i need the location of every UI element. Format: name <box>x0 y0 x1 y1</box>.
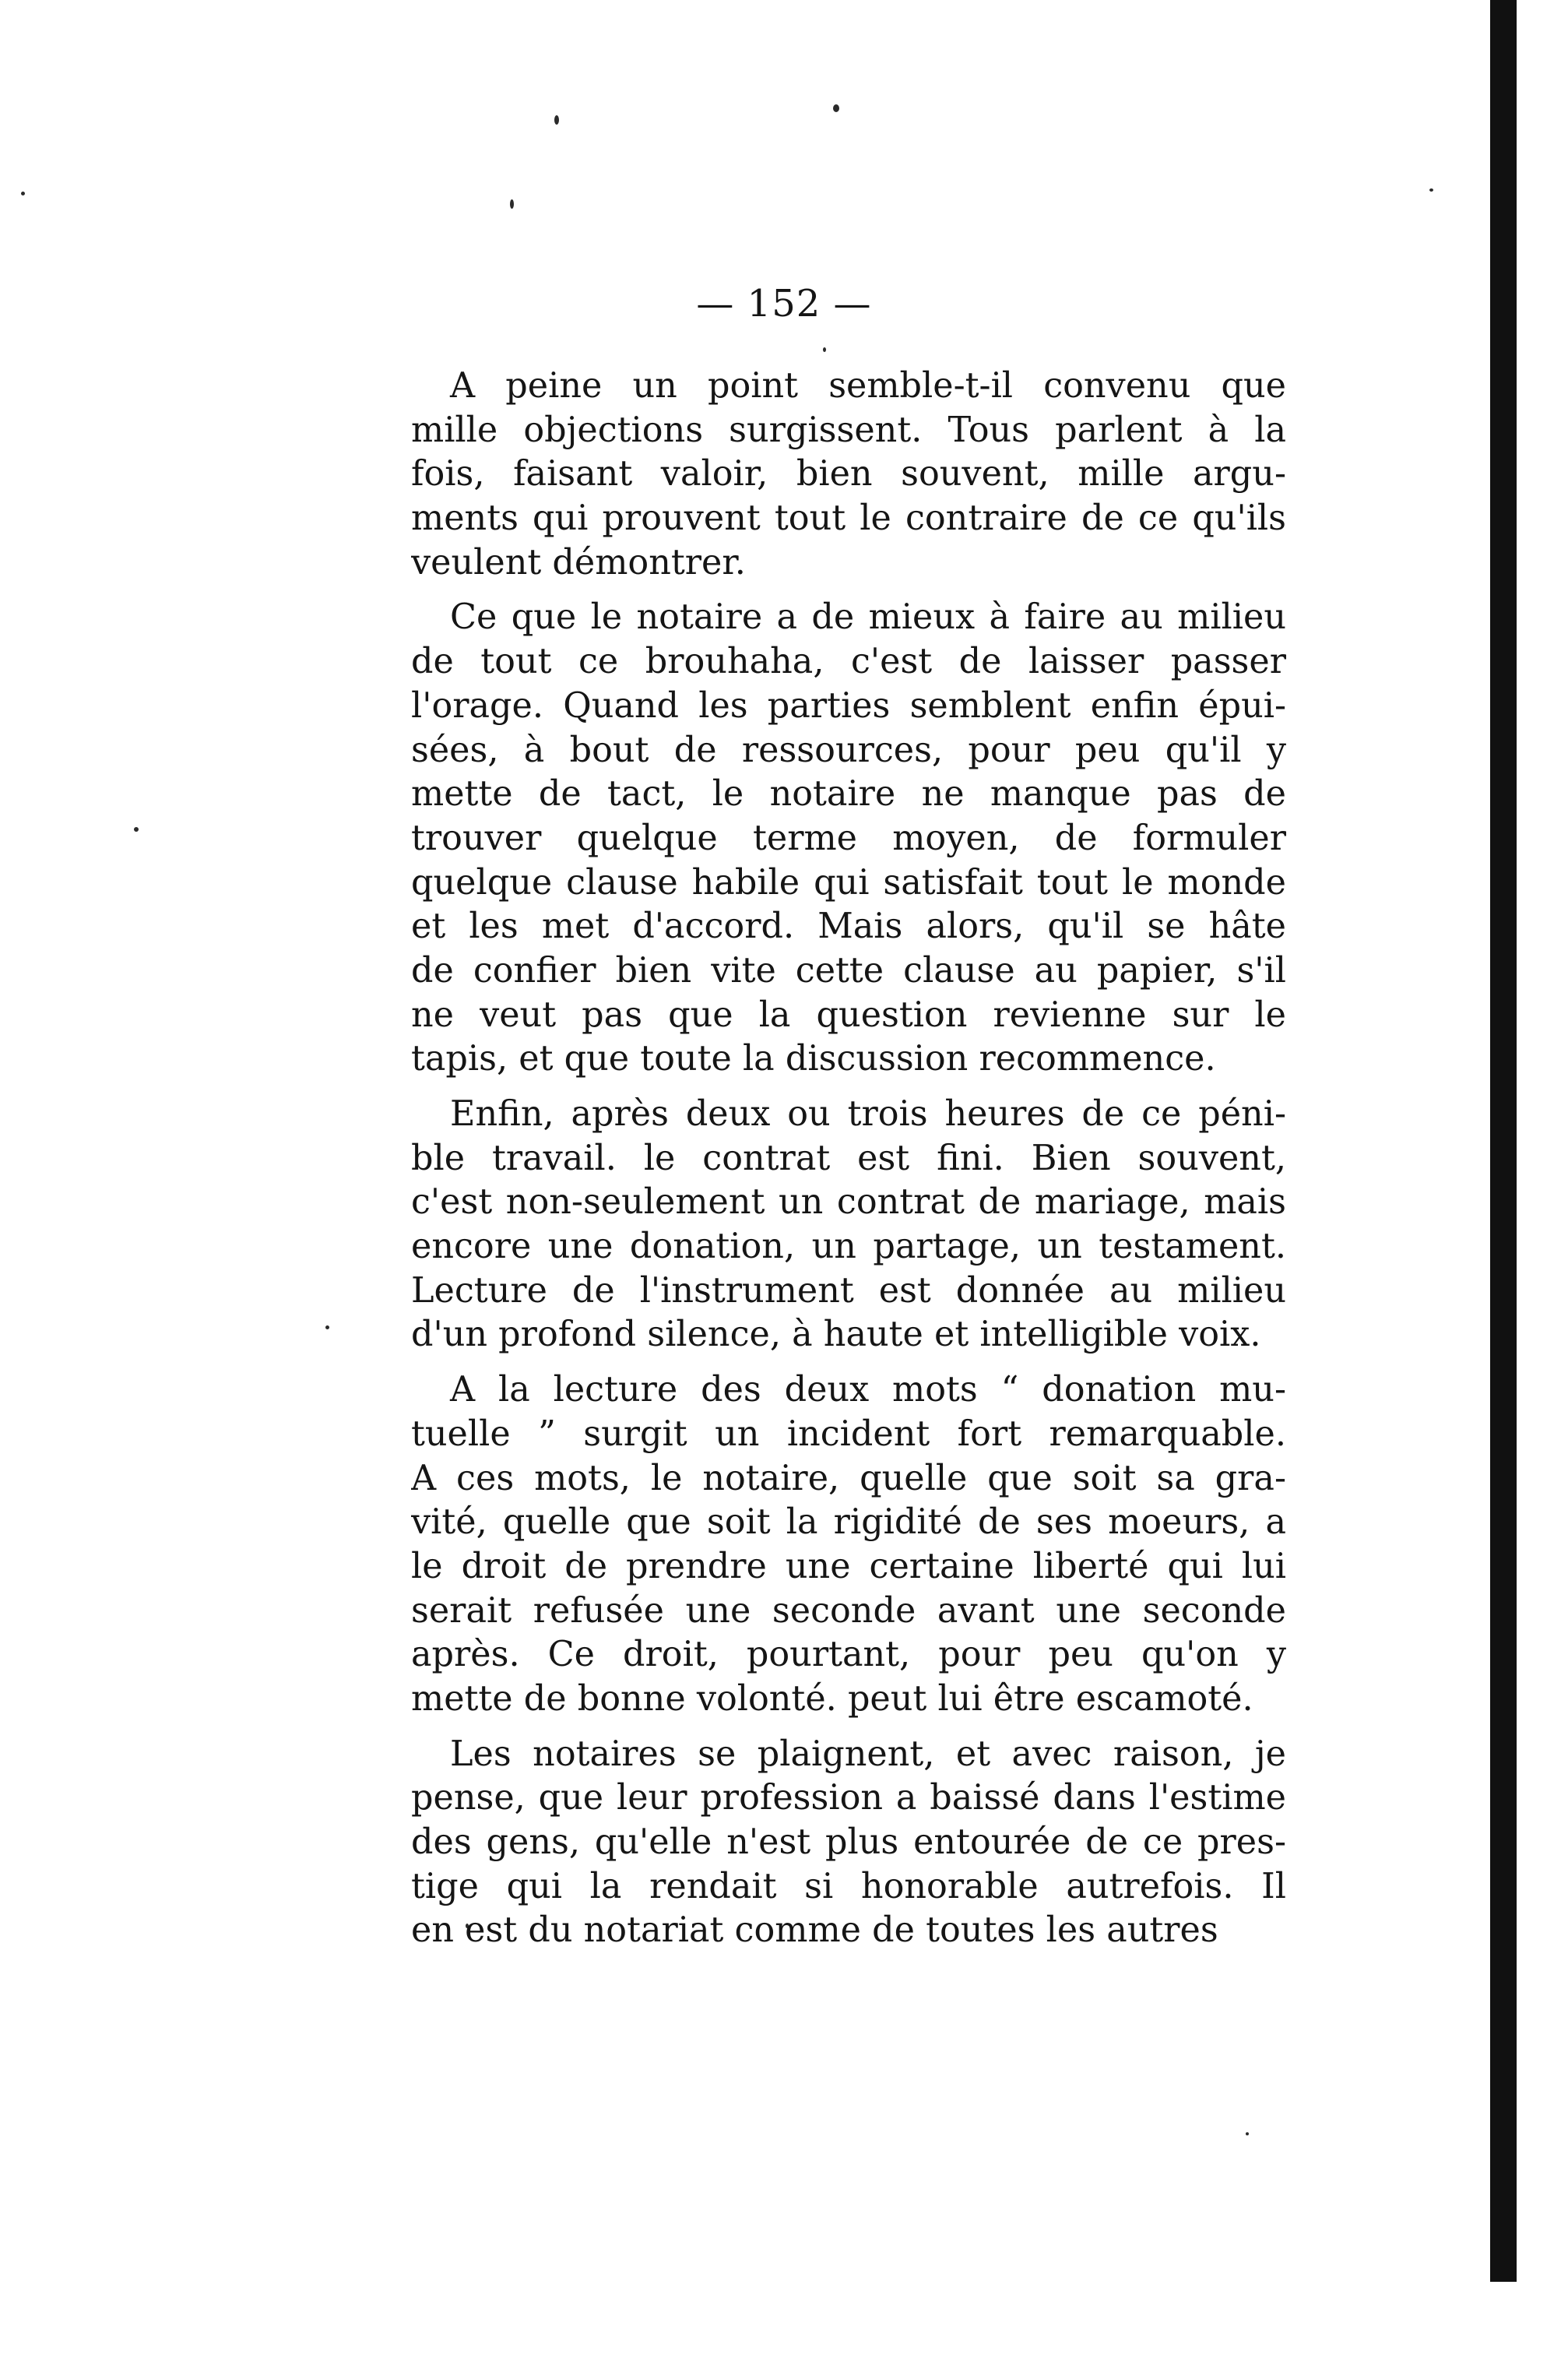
page-number: — 152 — <box>696 282 872 326</box>
text-line: fois, faisant valoir, bien souvent, mille argu- <box>411 454 1286 495</box>
text-line: en est du notariat comme de toutes les autres <box>411 1910 1218 1951</box>
text-line: mille objections surgissent. Tous parlent à la <box>411 410 1286 450</box>
text-line: trouver quelque terme moyen, de formuler <box>411 818 1286 858</box>
paragraph <box>411 1368 1286 1722</box>
text-line: mette de bonne volonté. peut lui être escamoté. <box>411 1678 1253 1719</box>
text-line: l'orage. Quand les parties semblent enfin épui- <box>411 685 1286 726</box>
text-line: Ce que le notaire a de mieux à faire au milieu <box>450 597 1286 638</box>
paragraph <box>411 364 1286 585</box>
text-line: Enfin, après deux ou trois heures de ce péni- <box>450 1094 1286 1134</box>
text-line: le droit de prendre une certaine liberté qui lui <box>411 1546 1286 1586</box>
text-line: pense, que leur profession a baissé dans l'estime <box>411 1778 1286 1818</box>
text-line: d'un profond silence, à haute et intelligible voix. <box>411 1315 1261 1355</box>
print-speck <box>510 199 514 209</box>
print-speck <box>21 192 25 195</box>
print-speck <box>554 115 559 125</box>
paragraph <box>411 1093 1286 1357</box>
print-speck <box>325 1325 329 1329</box>
text-line: A ces mots, le notaire, quelle que soit sa gra- <box>411 1458 1286 1498</box>
print-speck <box>1429 188 1433 192</box>
text-line: A la lecture des deux mots “ donation mu- <box>450 1370 1286 1410</box>
text-line: encore une donation, un partage, un testament. <box>411 1227 1286 1267</box>
text-line: A peine un point semble-t-il convenu que <box>450 366 1286 406</box>
print-speck <box>823 347 826 352</box>
text-line: Lecture de l'instrument est donnée au milieu <box>411 1270 1286 1311</box>
text-line: Les notaires se plaignent, et avec raison, je <box>450 1734 1286 1774</box>
text-line: quelque clause habile qui satisfait tout le monde <box>411 862 1286 903</box>
print-speck <box>833 104 839 112</box>
text-line: après. Ce droit, pourtant, pour peu qu'on y <box>411 1635 1286 1675</box>
text-line: de confier bien vite cette clause au papier, s'il <box>411 950 1286 991</box>
text-line: tapis, et que toute la discussion recommence. <box>411 1039 1216 1079</box>
body-text <box>411 364 1286 1964</box>
text-line: vité, quelle que soit la rigidité de ses moeurs, a <box>411 1502 1286 1543</box>
paragraph <box>411 596 1286 1082</box>
text-line: ments qui prouvent tout le contraire de ce qu'ils <box>411 498 1286 539</box>
text-line: tuelle ” surgit un incident fort remarquable. <box>411 1413 1286 1454</box>
paragraph <box>411 1733 1286 1953</box>
text-line: ble travail. le contrat est fini. Bien souvent, <box>411 1138 1286 1178</box>
text-line: mette de tact, le notaire ne manque pas de <box>411 774 1286 815</box>
text-line: ne veut pas que la question revienne sur le <box>411 994 1286 1035</box>
text-line: sées, à bout de ressources, pour peu qu'il y <box>411 730 1286 770</box>
page-edge-shadow <box>1490 0 1517 2282</box>
text-line: tige qui la rendait si honorable autrefois. Il <box>411 1866 1286 1906</box>
text-line: et les met d'accord. Mais alors, qu'il se hâte <box>411 906 1286 947</box>
text-line: serait refusée une seconde avant une seconde <box>411 1590 1286 1631</box>
print-speck <box>134 827 139 832</box>
text-line: de tout ce brouhaha, c'est de laisser passer <box>411 642 1286 682</box>
text-line: c'est non-seulement un contrat de mariage, mais <box>411 1182 1286 1223</box>
print-speck <box>1246 2132 1249 2135</box>
text-line: veulent démontrer. <box>411 542 746 583</box>
text-line: des gens, qu'elle n'est plus entourée de ce pres- <box>411 1822 1286 1862</box>
